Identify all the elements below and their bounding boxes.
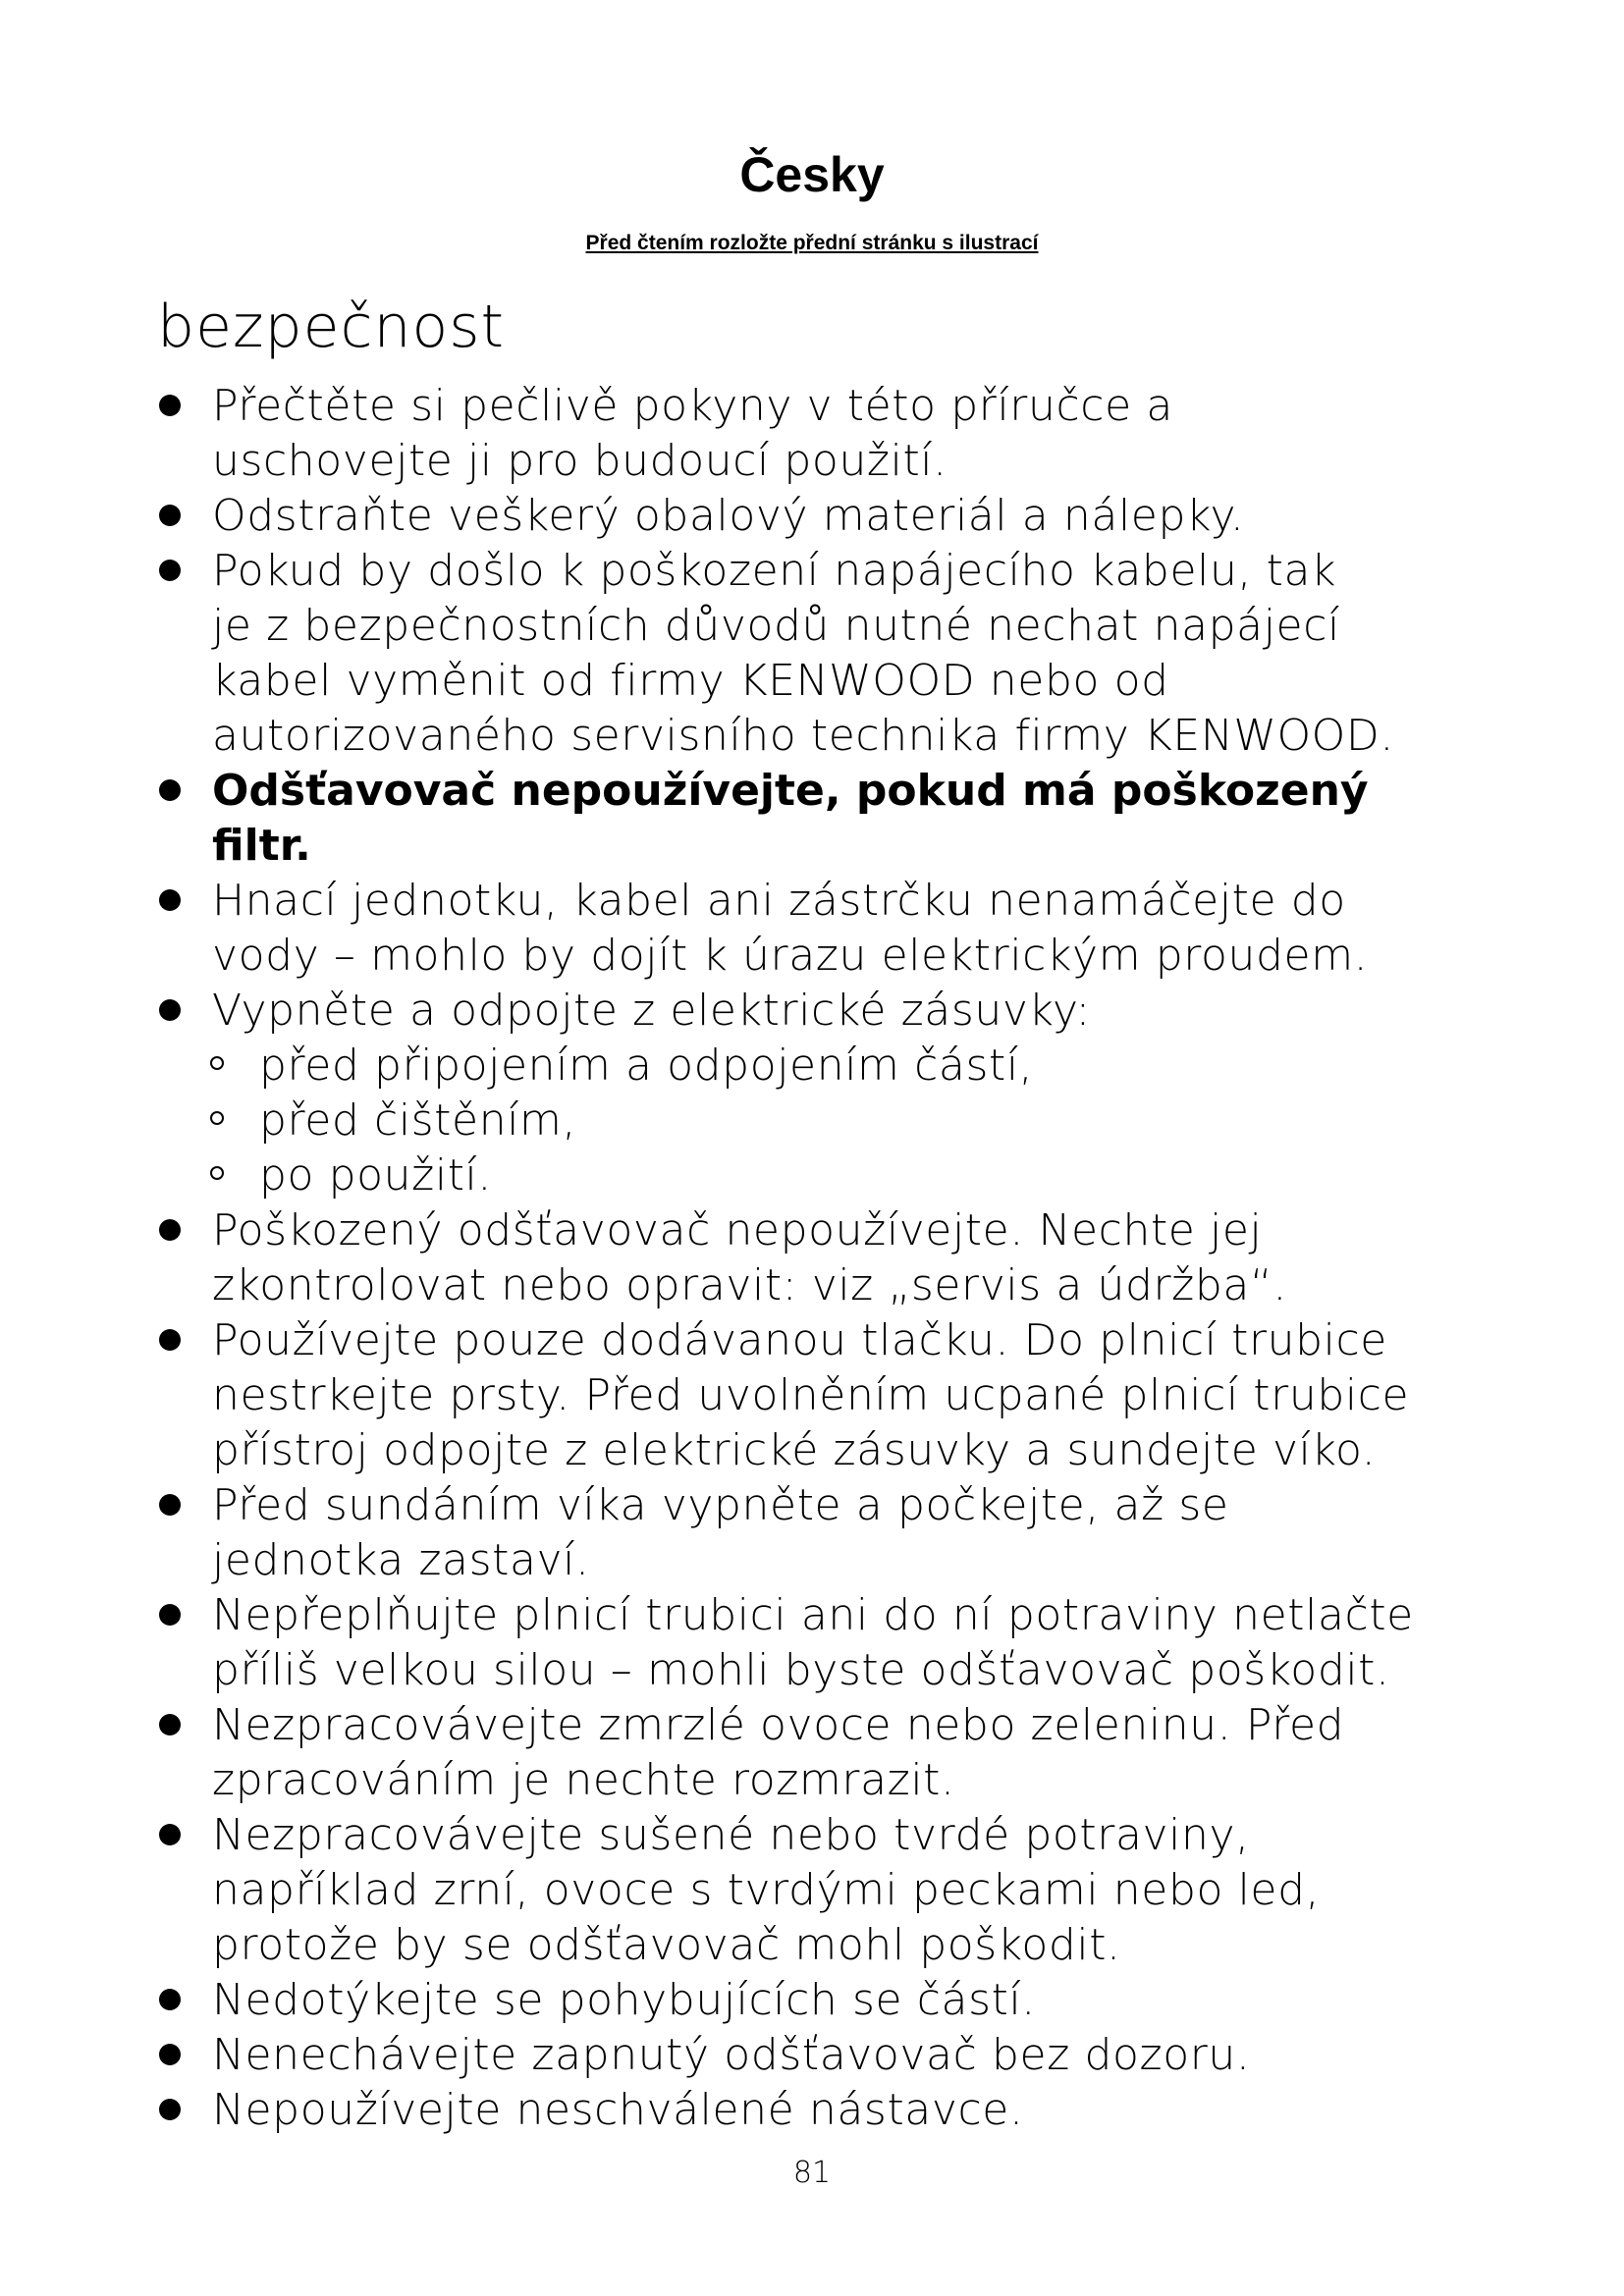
bullet-icon: [159, 560, 181, 581]
item-line: Nepoužívejte neschválené nástavce.: [212, 2085, 1024, 2135]
item-line: Nedotýkejte se pohybujících se částí.: [212, 1975, 1036, 2025]
item-line: zpracováním je nechte rozmrazit.: [212, 1755, 955, 1805]
safety-item-overfill: [157, 1588, 1512, 1698]
safety-item-no-immersion: [157, 874, 1512, 984]
sub-item-text: po použití.: [259, 1150, 492, 1201]
page-number: 81: [792, 2156, 832, 2190]
safety-item-frozen-food: [157, 1698, 1512, 1808]
bullet-icon: [159, 505, 181, 526]
bullet-icon: [159, 889, 181, 911]
bullet-icon: [159, 1714, 181, 1735]
item-line: uschovejte ji pro budoucí použití.: [212, 436, 947, 486]
safety-item-remove-packaging: [157, 489, 1512, 544]
safety-item-unattended: [157, 2028, 1512, 2083]
safety-item-damaged-juicer: [157, 1203, 1512, 1313]
circle-bullet-icon: [210, 1111, 224, 1125]
safety-item-hard-food: [157, 1808, 1512, 1973]
safety-content: [157, 379, 1512, 2138]
item-line: Nepřeplňujte plnicí trubici ani do ní potraviny netlačte: [212, 1590, 1414, 1640]
safety-item-read-instructions: [157, 379, 1512, 489]
item-line: Hnací jednotku, kabel ani zástrčku nenamáčejte do: [212, 876, 1346, 926]
sub-item-after-use: [157, 1148, 1512, 1203]
item-line: Přečtěte si pečlivě pokyny v této příručce a: [212, 381, 1173, 431]
item-line: Nezpracovávejte zmrzlé ovoce nebo zeleninu. Před: [212, 1700, 1345, 1750]
item-line: je z bezpečnostních důvodů nutné nechat napájecí: [212, 601, 1340, 651]
bullet-icon: [159, 395, 181, 416]
bullet-icon: [159, 1329, 181, 1351]
bullet-icon: [159, 2044, 181, 2065]
item-line: příliš velkou silou – mohli byste odšťavovač poškodit.: [212, 1645, 1390, 1695]
circle-bullet-icon: [210, 1166, 224, 1180]
item-line: Poškozený odšťavovač nepoužívejte. Nechte jej: [212, 1205, 1263, 1255]
section-heading: bezpečnost: [157, 293, 506, 361]
item-line: Odšťavovač nepoužívejte, pokud má poškozený: [212, 766, 1369, 816]
sub-item-text: před čištěním,: [259, 1095, 577, 1146]
safety-list: [157, 379, 1512, 2138]
item-line: protože by se odšťavovač mohl poškodit.: [212, 1920, 1121, 1970]
item-line: Nenechávejte zapnutý odšťavovač bez dozoru.: [212, 2030, 1251, 2080]
item-line: zkontrolovat nebo opravit: viz „servis a údržba“.: [212, 1260, 1287, 1310]
bullet-icon: [159, 1494, 181, 1516]
safety-item-damaged-cord: [157, 544, 1512, 764]
item-line: jednotka zastaví.: [212, 1535, 590, 1585]
item-line: Používejte pouze dodávanou tlačku. Do plnicí trubice: [212, 1315, 1387, 1365]
item-line: Pokud by došlo k poškození napájecího kabelu, tak: [212, 546, 1337, 596]
sub-item-fitting: [157, 1039, 1512, 1094]
item-line: autorizovaného servisního technika firmy KENWOOD.: [212, 711, 1394, 761]
safety-item-damaged-filter: [157, 764, 1512, 874]
bullet-icon: [159, 1219, 181, 1241]
item-line: kabel vyměnit od firmy KENWOOD nebo od: [212, 656, 1169, 706]
bullet-icon: [159, 779, 181, 801]
bullet-icon: [159, 999, 181, 1021]
safety-item-pusher: [157, 1313, 1512, 1478]
item-line: přístroj odpojte z elektrické zásuvky a sundejte víko.: [212, 1425, 1377, 1475]
fold-out-note: [0, 231, 1624, 256]
bullet-icon: [159, 1989, 181, 2010]
safety-item-unplug: [157, 984, 1512, 1203]
safety-item-lid-removal: [157, 1478, 1512, 1588]
circle-bullet-icon: [210, 1056, 224, 1070]
bullet-icon: [159, 1824, 181, 1845]
unplug-sub-list: [157, 1039, 1512, 1203]
fold-out-note-text: Před čtením rozložte přední stránku s ilustrací: [585, 232, 1039, 254]
item-line: Odstraňte veškerý obalový materiál a nálepky.: [212, 491, 1245, 541]
item-line: Nezpracovávejte sušené nebo tvrdé potraviny,: [212, 1810, 1250, 1860]
bullet-icon: [159, 2099, 181, 2120]
item-line: například zrní, ovoce s tvrdými peckami nebo led,: [212, 1865, 1321, 1915]
language-title: Česky: [739, 147, 885, 202]
item-line: filtr.: [212, 821, 311, 871]
sub-item-text: před připojením a odpojením částí,: [259, 1041, 1034, 1091]
bullet-icon: [159, 1604, 181, 1626]
item-line: vody – mohlo by dojít k úrazu elektrickým proudem.: [212, 931, 1369, 981]
safety-item-moving-parts: [157, 1973, 1512, 2028]
item-line: Před sundáním víka vypněte a počkejte, až se: [212, 1480, 1229, 1530]
sub-item-cleaning: [157, 1094, 1512, 1148]
safety-item-attachments: [157, 2083, 1512, 2138]
item-line: nestrkejte prsty. Před uvolněním ucpané plnicí trubice: [212, 1370, 1410, 1420]
item-line: Vypněte a odpojte z elektrické zásuvky:: [212, 986, 1091, 1036]
